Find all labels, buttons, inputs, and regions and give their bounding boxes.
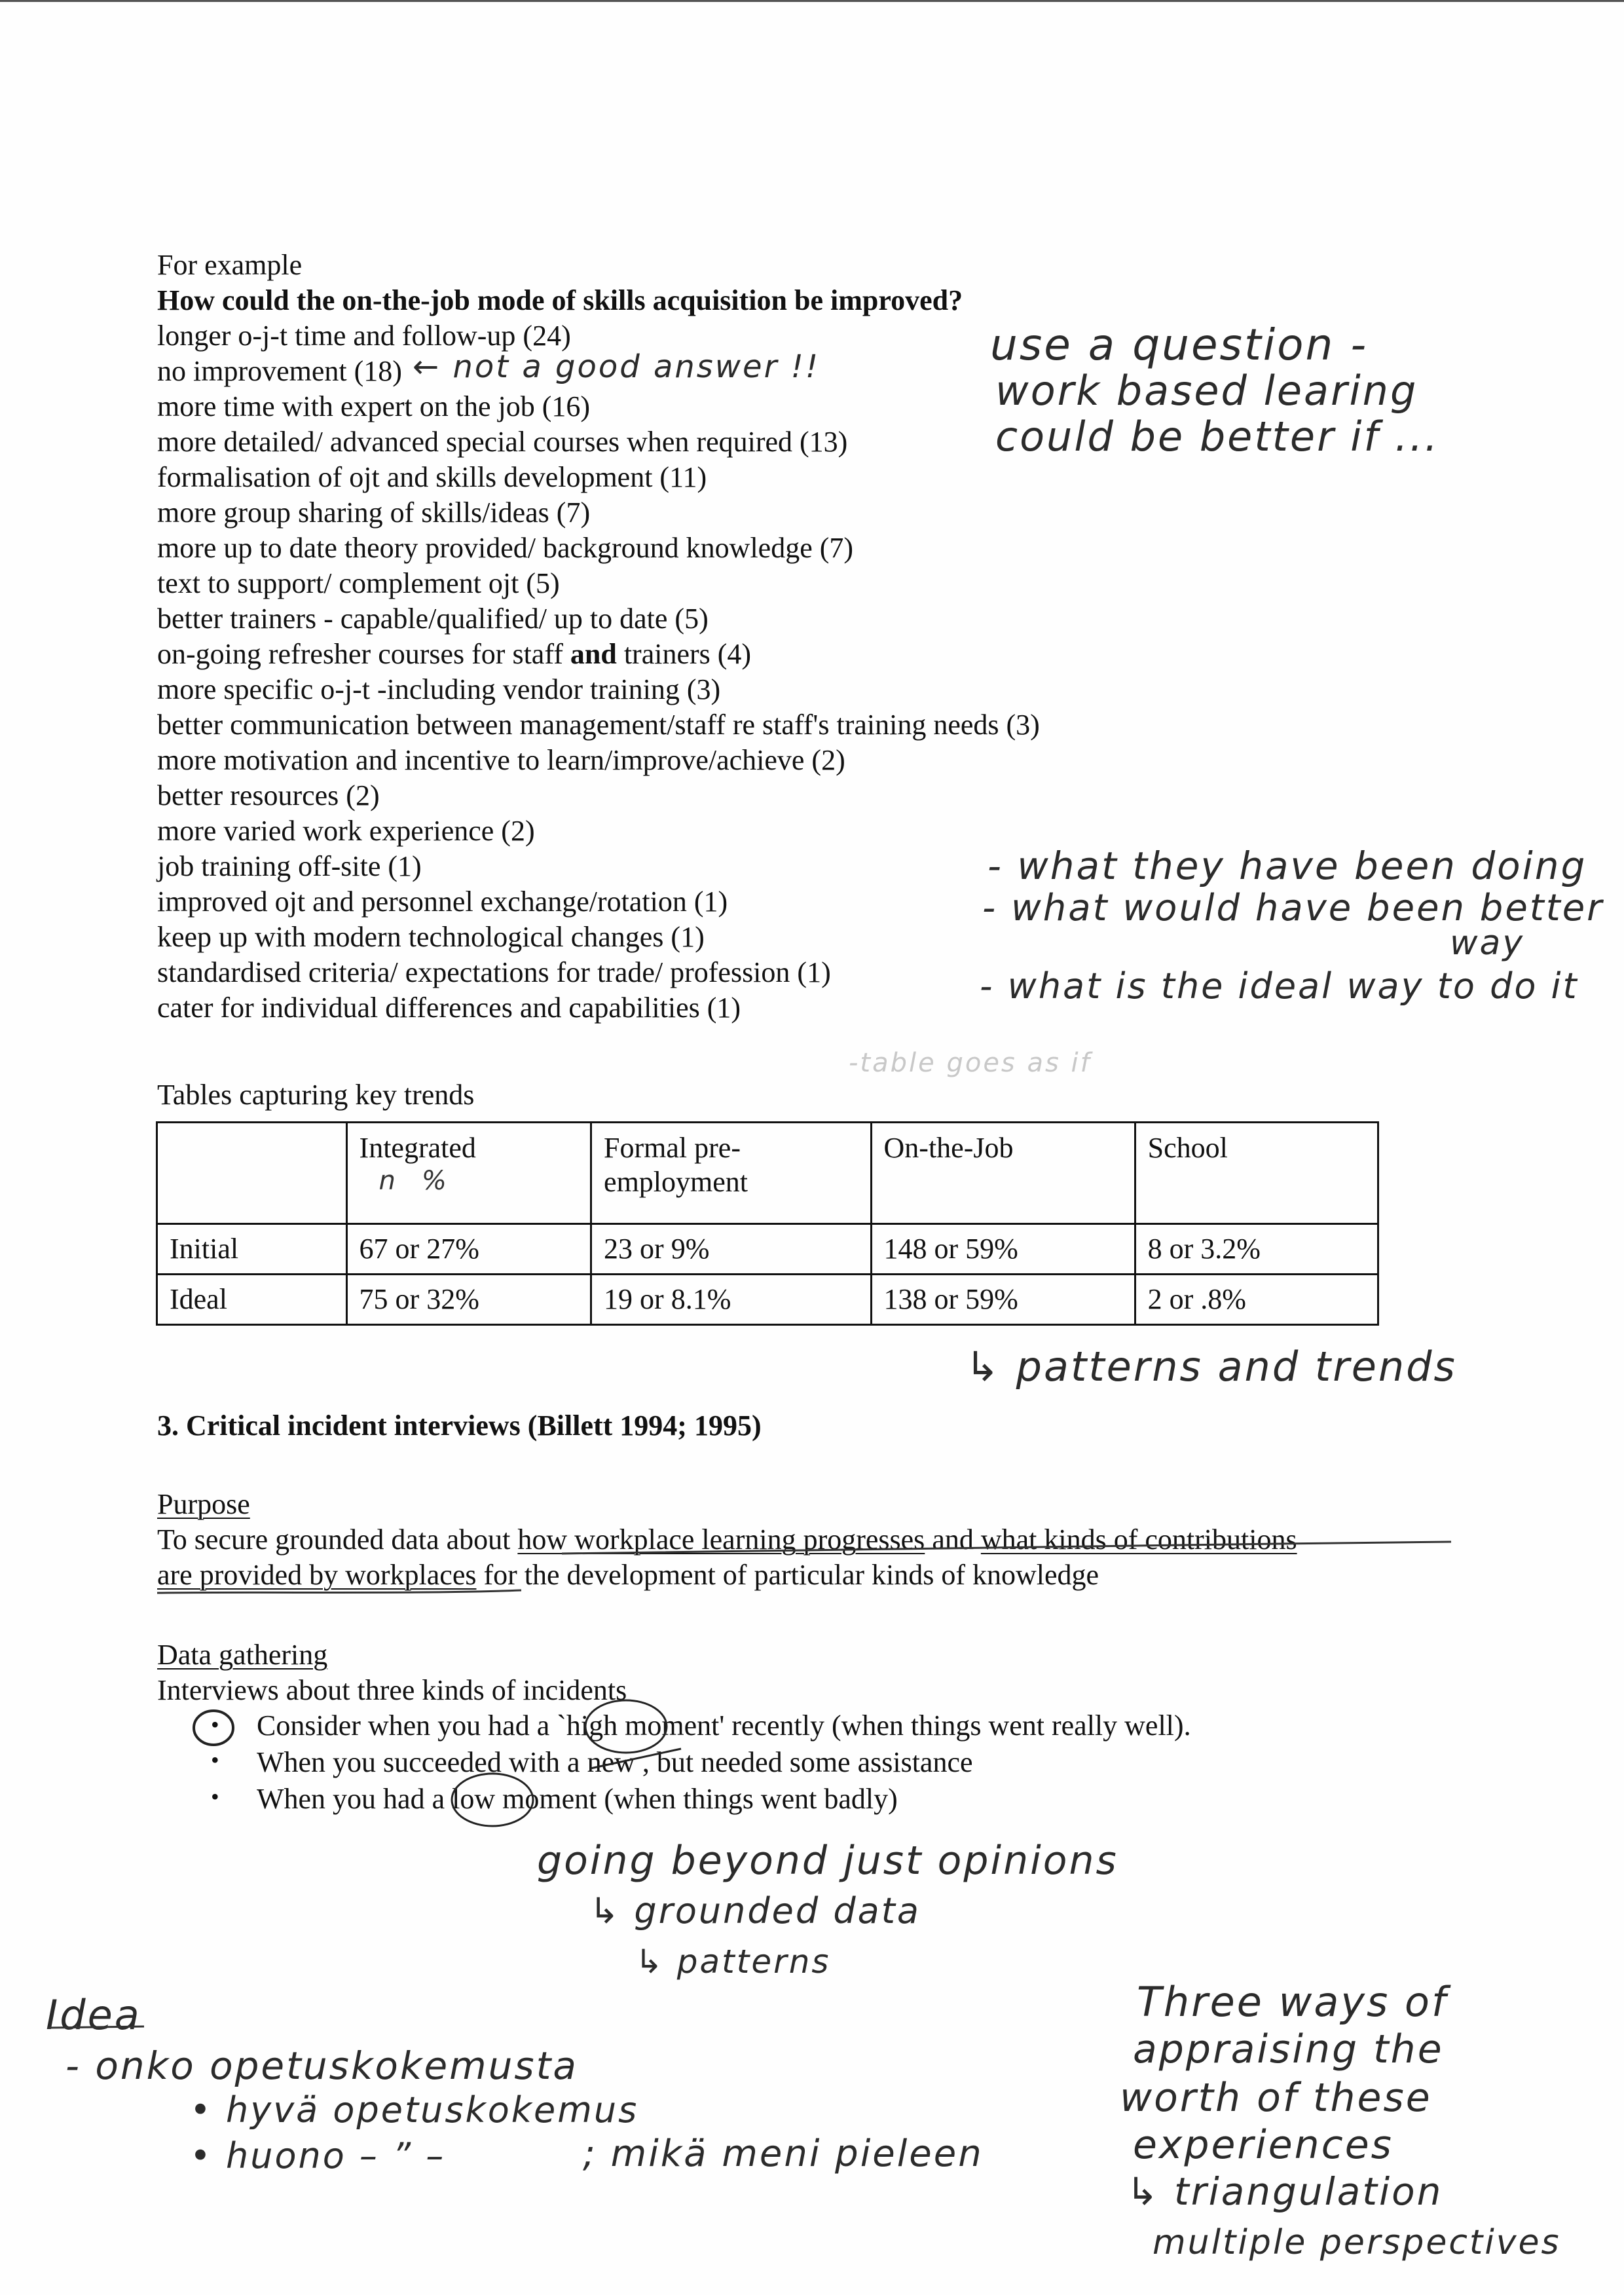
column-header-label: Integrated: [359, 1132, 476, 1164]
for-example-label: For example: [157, 249, 303, 281]
column-header-integrated: [346, 1123, 591, 1224]
list-item: improved ojt and personnel exchange/rotation (1): [157, 886, 728, 918]
table-cell: 75 or 32%: [346, 1275, 591, 1325]
list-item: longer o-j-t time and follow-up (24): [157, 320, 571, 352]
bullet-item: When you had a low moment (when things went badly): [257, 1783, 898, 1815]
data-gathering-label: Data gathering: [157, 1639, 328, 1671]
list-item: better communication between management/staff re staff's training needs (3): [157, 709, 1040, 741]
purpose-text-line-1: To secure grounded data about how workplace learning progresses and what kinds of contributions: [157, 1523, 1297, 1556]
list-item: more detailed/ advanced special courses when required (13): [157, 426, 848, 458]
handwritten-note-question-1: use a question -: [990, 320, 1369, 370]
list-item: more group sharing of skills/ideas (7): [157, 496, 591, 529]
handwritten-finnish-1: - onko opetuskokemusta: [65, 2043, 578, 2088]
list-item-text: trainers (4): [623, 638, 752, 670]
underlined-phrase: how workplace learning progresses: [517, 1523, 925, 1556]
handwritten-three-ways-6: multiple perspectives: [1153, 2223, 1561, 2262]
list-item: formalisation of ojt and skills development (11): [157, 461, 707, 493]
table-cell: 19 or 8.1%: [591, 1275, 871, 1325]
purpose-text-line-2: are provided by workplaces for the development of particular kinds of knowledge: [157, 1559, 1099, 1591]
purpose-label: Purpose: [157, 1488, 250, 1520]
handwritten-note-question-2: work based learing: [995, 367, 1418, 415]
list-item-bold: and: [570, 638, 617, 670]
list-item: more up to date theory provided/ background knowledge (7): [157, 532, 854, 564]
table-cell: 138 or 59%: [871, 1275, 1135, 1325]
table-header-row: [157, 1123, 1378, 1224]
bullet-icon: •: [211, 1783, 219, 1810]
question-heading: How could the on-the-job mode of skills acquisition be improved?: [157, 284, 963, 316]
list-item: better resources (2): [157, 779, 380, 812]
bullet-item: Consider when you had a `high moment' recently (when things went really well).: [257, 1709, 1191, 1742]
data-gathering-intro: Interviews about three kinds of incidents: [157, 1674, 627, 1706]
handwritten-finnish-4: ; mikä meni pieleen: [583, 2133, 984, 2175]
handwritten-n-percent: n%: [378, 1166, 473, 1196]
table-caption: Tables capturing key trends: [157, 1079, 475, 1111]
list-item: more varied work experience (2): [157, 815, 535, 847]
underlined-phrase: what kinds of contributions: [980, 1523, 1297, 1556]
handwritten-three-ways-5: ↳ triangulation: [1126, 2169, 1443, 2214]
row-label: Ideal: [157, 1275, 347, 1325]
handwritten-note-doing-4: - what is the ideal way to do it: [980, 965, 1579, 1007]
handwritten-finnish-3: • huono – ” –: [190, 2135, 446, 2176]
table-cell: 8 or 3.2%: [1135, 1224, 1378, 1275]
list-item: more specific o-j-t -including vendor training (3): [157, 673, 721, 705]
list-item: more motivation and incentive to learn/improve/achieve (2): [157, 744, 845, 776]
handwritten-three-ways-3: worth of these: [1120, 2075, 1432, 2121]
handwritten-three-ways-4: experiences: [1133, 2122, 1393, 2168]
bullet-icon: •: [211, 1711, 219, 1738]
handwritten-three-ways-1: Three ways of: [1137, 1978, 1448, 2026]
handwritten-three-ways-2: appraising the: [1133, 2026, 1444, 2072]
list-item-text: on-going refresher courses for staff: [157, 638, 563, 670]
handwritten-beyond-3: ↳ patterns: [635, 1943, 831, 1981]
handwritten-beyond-2: ↳ grounded data: [589, 1890, 921, 1931]
list-item: text to support/ complement ojt (5): [157, 567, 560, 599]
list-item: job training off-site (1): [157, 850, 422, 882]
list-item: more time with expert on the job (16): [157, 390, 591, 422]
handwritten-note-not-good: ← not a good answer !!: [413, 348, 821, 385]
table-cell: 23 or 9%: [591, 1224, 871, 1275]
faint-handwritten-note: -table goes as if: [849, 1048, 1092, 1078]
table-row: [157, 1275, 1378, 1325]
handwritten-note-doing-1: - what they have been doing: [987, 844, 1587, 888]
list-item: standardised criteria/ expectations for trade/ profession (1): [157, 956, 831, 988]
bullet-item: When you succeeded with a new , but needed some assistance: [257, 1746, 973, 1778]
column-header-school: School: [1135, 1123, 1378, 1224]
handwritten-idea: Idea: [46, 1991, 141, 2039]
list-item: better trainers - capable/qualified/ up to date (5): [157, 603, 709, 635]
column-header-formal: Formal pre- employment: [591, 1123, 871, 1224]
list-item: no improvement (18): [157, 355, 402, 387]
page-top-edge: [0, 0, 1624, 2]
list-item: keep up with modern technological changes (1): [157, 921, 705, 953]
handwritten-note-doing-3: way: [1450, 924, 1525, 963]
handwritten-patterns-trends: ↳ patterns and trends: [965, 1343, 1457, 1390]
handwritten-note-doing-2: - what would have been better: [982, 887, 1604, 929]
table-corner-cell: [157, 1123, 347, 1224]
section-heading: 3. Critical incident interviews (Billett 1994; 1995): [157, 1409, 762, 1442]
handwritten-finnish-2: • hyvä opetuskokemus: [190, 2089, 639, 2131]
handwritten-beyond-1: going beyond just opinions: [537, 1838, 1118, 1884]
bullet-icon: •: [211, 1747, 219, 1773]
list-item: cater for individual differences and capabilities (1): [157, 992, 741, 1024]
table-cell: 148 or 59%: [871, 1224, 1135, 1275]
table-row: [157, 1224, 1378, 1275]
row-label: Initial: [157, 1224, 347, 1275]
column-header-ojt: On-the-Job: [871, 1123, 1135, 1224]
table-cell: 2 or .8%: [1135, 1275, 1378, 1325]
trends-table: [156, 1121, 1379, 1326]
underlined-phrase: are provided by workplaces: [157, 1559, 477, 1591]
table-cell: 67 or 27%: [346, 1224, 591, 1275]
handwritten-note-question-3: could be better if ...: [995, 413, 1440, 460]
list-item: [157, 637, 751, 672]
